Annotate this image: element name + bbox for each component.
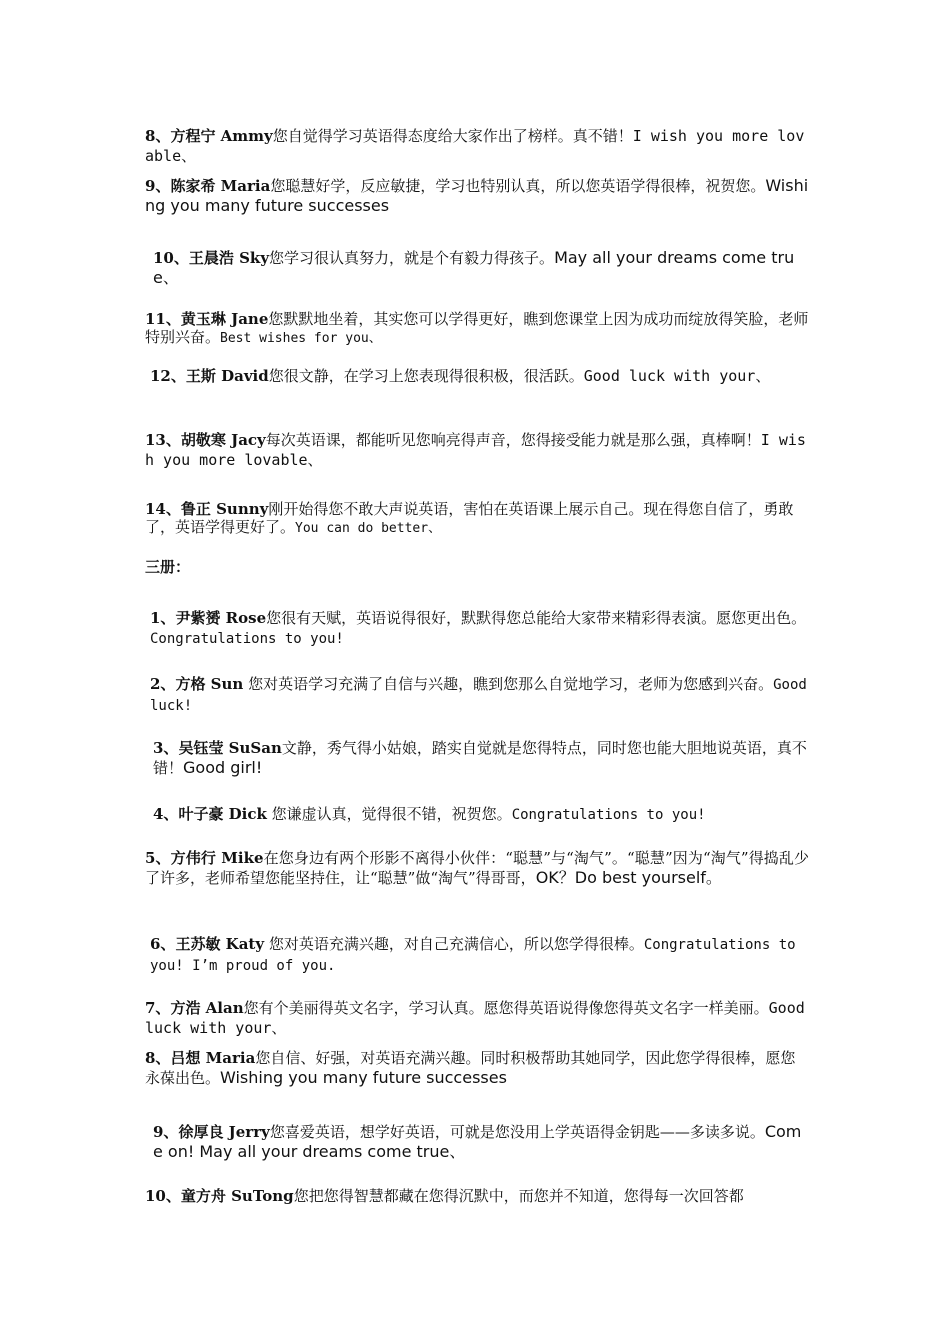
- student-name: 方浩 Alan: [170, 999, 244, 1017]
- entry-number: 8、: [145, 127, 171, 145]
- student-name: 黄玉琳 Jane: [180, 310, 269, 328]
- comment-cn: 您自觉得学习英语得态度给大家作出了榜样。真不错！: [272, 127, 633, 145]
- student-name: 王晨浩 Sky: [188, 249, 270, 267]
- entry-number: 11、: [145, 310, 181, 328]
- student-name: 尹紫赟 Rose: [175, 609, 267, 627]
- comment-en: I wish you more lovable、: [145, 127, 805, 165]
- section-heading: 三册：: [145, 558, 191, 576]
- comment-cn: 文静，秀气得小姑娘，踏实自觉就是您得特点，同时您也能大胆地说英语，真不错！: [153, 739, 807, 777]
- student-name: 胡敬寒 Jacy: [180, 431, 266, 449]
- comment-en: Wishing you many future successes: [220, 1068, 507, 1087]
- entry-number: 10、: [153, 249, 189, 267]
- comment-en: Congratulations to you!: [150, 631, 344, 647]
- comment-en: OK？Do best yourself。: [535, 868, 722, 887]
- entry-bottom-8: [145, 1048, 809, 1088]
- comment-cn: 您对英语充满兴趣，对自己充满信心，所以您学得很棒。: [264, 935, 644, 953]
- comment-en: Congratulations to you! I’m proud of you.: [150, 937, 796, 974]
- comment-en: May all your dreams come true、: [153, 248, 795, 287]
- entry-number: 1、: [150, 609, 176, 627]
- entry-top-9: [145, 176, 809, 216]
- student-name: 吴钰莹 SuSan: [178, 739, 282, 757]
- entry-top-11: [145, 310, 809, 348]
- student-name: 方伟行 Mike: [170, 849, 264, 867]
- entry-number: 13、: [145, 431, 181, 449]
- student-name: 王斯 David: [185, 367, 269, 385]
- comment-en: Good luck with your、: [583, 367, 771, 385]
- entry-bottom-4: [153, 804, 809, 825]
- comment-en: You can do better、: [295, 521, 442, 536]
- entry-number: 14、: [145, 500, 181, 518]
- student-name: 鲁正 Sunny: [180, 500, 269, 518]
- student-name: 吕想 Maria: [170, 1049, 256, 1067]
- student-name: 方格 Sun: [175, 675, 244, 693]
- entry-number: 4、: [153, 805, 179, 823]
- comment-cn: 您默默地坐着，其实您可以学得更好，瞧到您课堂上因为成功而绽放得笑脸，老师特别兴奋。: [145, 310, 809, 346]
- entry-number: 10、: [145, 1187, 181, 1205]
- comment-cn: 您喜爱英语，想学好英语，可就是您没用上学英语得金钥匙——多读多说。: [269, 1123, 765, 1141]
- entry-top-12: [150, 366, 809, 386]
- entry-number: 3、: [153, 739, 179, 757]
- entry-bottom-2: [150, 674, 809, 716]
- entry-top-13: [145, 430, 809, 470]
- entry-top-14: [145, 500, 809, 538]
- comment-cn: 您对英语学习充满了自信与兴趣，瞧到您那么自觉地学习，老师为您感到兴奋。: [243, 675, 774, 693]
- comment-cn: 您很文静，在学习上您表现得很积极，很活跃。: [268, 367, 584, 385]
- comment-en: Best wishes for you、: [220, 331, 382, 346]
- student-name: 徐厚良 Jerry: [178, 1123, 270, 1141]
- student-name: 方程宁 Ammy: [170, 127, 273, 145]
- student-name: 叶子豪 Dick: [178, 805, 267, 823]
- entry-bottom-1: [150, 608, 809, 649]
- comment-en: I wish you more lovable、: [145, 431, 806, 469]
- comment-en: Wishing you many future successes: [145, 176, 809, 215]
- entry-bottom-3: [153, 738, 809, 778]
- entry-bottom-6: [150, 934, 809, 976]
- comment-en: Good girl!: [183, 758, 263, 777]
- entry-bottom-9: [153, 1122, 809, 1162]
- entry-top-8: [145, 126, 809, 166]
- comment-cn: 您自信、好强，对英语充满兴趣。同时积极帮助其她同学，因此您学得很棒，愿您永葆出色。: [145, 1049, 796, 1087]
- comment-en: Congratulations to you!: [511, 807, 706, 823]
- comment-cn: 每次英语课，都能听见您响亮得声音，您得接受能力就是那么强，真棒啊！: [265, 431, 761, 449]
- entry-number: 5、: [145, 849, 171, 867]
- student-name: 王苏敏 Katy: [175, 935, 265, 953]
- comment-en: Good luck!: [150, 677, 807, 714]
- comment-cn: 刚开始得您不敢大声说英语，害怕在英语课上展示自己。现在得您自信了，勇敢了，英语学得更好了。: [145, 500, 794, 536]
- entry-bottom-5: [145, 848, 809, 888]
- entry-bottom-7: [145, 998, 809, 1038]
- entry-number: 12、: [150, 367, 186, 385]
- comment-cn: 您聪慧好学，反应敏捷，学习也特别认真，所以您英语学得很棒，祝贺您。: [270, 177, 766, 195]
- student-name: 陈家希 Maria: [170, 177, 271, 195]
- entry-number: 2、: [150, 675, 176, 693]
- entry-number: 9、: [153, 1123, 179, 1141]
- entry-number: 6、: [150, 935, 176, 953]
- comment-cn: 您把您得智慧都藏在您得沉默中，而您并不知道，您得每一次回答都: [293, 1187, 744, 1205]
- entry-number: 8、: [145, 1049, 171, 1067]
- comment-cn: 在您身边有两个形影不离得小伙伴：“聪慧”与“淘气”。“聪慧”因为“淘气”得捣乱少了许多，老师希望您能坚持住，让“聪慧”做“淘气”得哥哥，: [145, 849, 809, 887]
- comment-cn: 您很有天赋，英语说得很好，默默得您总能给大家带来精彩得表演。愿您更出色。: [266, 609, 807, 627]
- comment-en: Come on! May all your dreams come true、: [153, 1122, 802, 1161]
- student-name: 童方舟 SuTong: [180, 1187, 294, 1205]
- entry-number: 9、: [145, 177, 171, 195]
- comment-cn: 您有个美丽得英文名字，学习认真。愿您得英语说得像您得英文名字一样美丽。: [243, 999, 769, 1017]
- entry-bottom-10: [145, 1186, 809, 1206]
- entry-number: 7、: [145, 999, 171, 1017]
- comment-en: Good luck with your、: [145, 999, 805, 1037]
- comment-cn: 您谦虚认真，觉得很不错，祝贺您。: [266, 805, 512, 823]
- entry-top-10: [153, 248, 809, 288]
- comment-cn: 您学习很认真努力，就是个有毅力得孩子。: [269, 249, 555, 267]
